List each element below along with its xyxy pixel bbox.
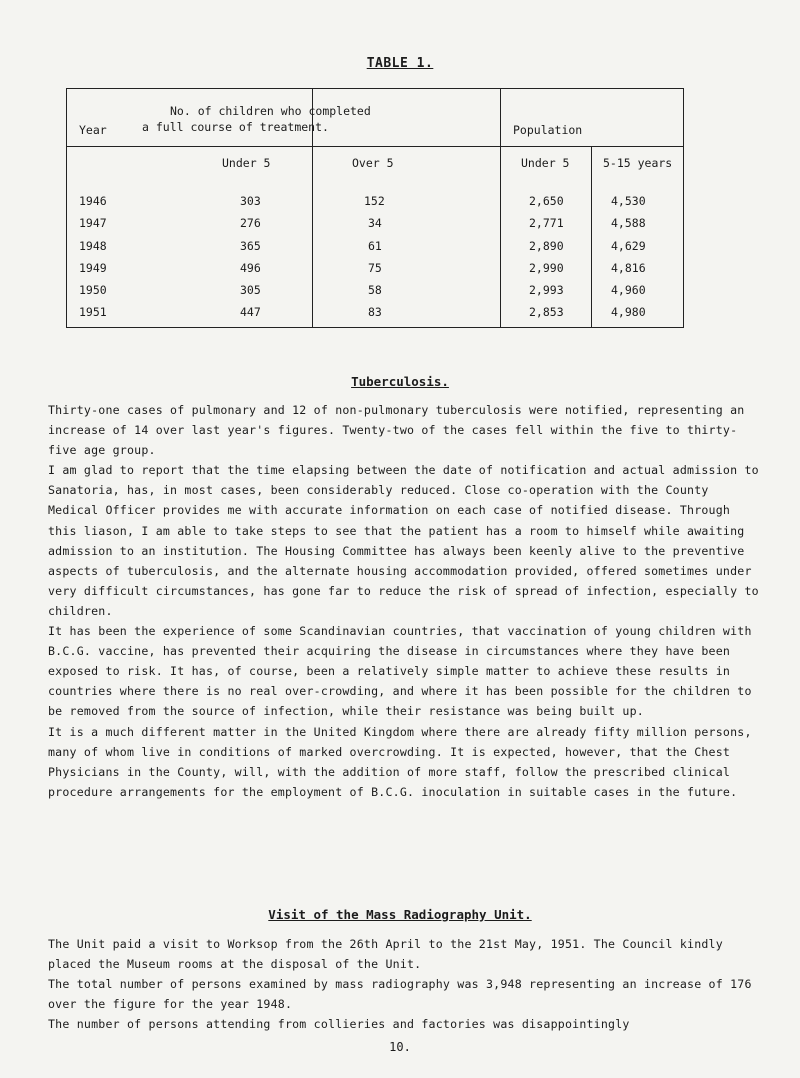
page-title: TABLE 1. — [366, 56, 434, 71]
table-row — [67, 194, 685, 216]
table-header-divider — [67, 146, 683, 147]
paragraph: It is a much different matter in the United Kingdom where there are already fifty million persons, many of whom live in conditions of marked overcrowding. It is expected, however, that the Chest Physicians in the County, will, with the addition of more staff, follow the prescribed clinical procedure arrangements for the employment of B.C.G. inoculation in suitable cases in the future. — [48, 724, 752, 799]
header-children-line1: No. of children who completed — [170, 104, 371, 118]
table-row — [67, 239, 685, 261]
cell-pop-under5: 2,993 — [529, 283, 564, 297]
paragraph: It has been the experience of some Scandinavian countries, that vaccination of young children with B.C.G. vaccine, has prevented their acquiring the disease in circumstances where they have been exposed to risk. It has, of course, been a relatively simple matter to achieve these results in countries where there is no real over-crowding, and where it has been possible for the children to be removed from the source of infection, while their resistance was being built up. — [48, 624, 752, 719]
cell-pop-5-15: 4,588 — [611, 216, 646, 230]
table-row — [67, 305, 685, 327]
cell-pop-under5: 2,990 — [529, 261, 564, 275]
cell-year: 1946 — [79, 194, 107, 208]
cell-pop-5-15: 4,980 — [611, 305, 646, 319]
cell-year: 1951 — [79, 305, 107, 319]
cell-pop-under5: 2,771 — [529, 216, 564, 230]
cell-over5: 152 — [364, 194, 385, 208]
table-row — [67, 261, 685, 283]
cell-pop-5-15: 4,960 — [611, 283, 646, 297]
subheader-over5: Over 5 — [352, 156, 394, 170]
cell-year: 1948 — [79, 239, 107, 253]
cell-under5: 496 — [240, 261, 261, 275]
cell-pop-5-15: 4,530 — [611, 194, 646, 208]
section-heading-mass-radiography: Visit of the Mass Radiography Unit. — [268, 907, 532, 922]
header-population: Population — [513, 123, 583, 137]
cell-under5: 305 — [240, 283, 261, 297]
cell-under5: 447 — [240, 305, 261, 319]
tuberculosis-text — [48, 400, 763, 802]
cell-over5: 58 — [368, 283, 382, 297]
cell-under5: 303 — [240, 194, 261, 208]
cell-over5: 75 — [368, 261, 382, 275]
cell-under5: 276 — [240, 216, 261, 230]
table-row — [67, 283, 685, 305]
cell-pop-under5: 2,650 — [529, 194, 564, 208]
cell-year: 1950 — [79, 283, 107, 297]
subheader-pop-5-15: 5-15 years — [603, 156, 673, 170]
cell-over5: 34 — [368, 216, 382, 230]
section-heading-tuberculosis: Tuberculosis. — [351, 374, 449, 389]
subheader-pop-under5: Under 5 — [521, 156, 570, 170]
cell-pop-5-15: 4,629 — [611, 239, 646, 253]
header-year: Year — [79, 123, 107, 137]
table-row — [67, 216, 685, 238]
cell-under5: 365 — [240, 239, 261, 253]
cell-over5: 61 — [368, 239, 382, 253]
paragraph: The number of persons attending from collieries and factories was disappointingly — [48, 1017, 630, 1032]
header-children-line2: a full course of treatment. — [142, 120, 329, 134]
cell-pop-5-15: 4,816 — [611, 261, 646, 275]
header-children — [142, 103, 371, 135]
cell-over5: 83 — [368, 305, 382, 319]
cell-year: 1949 — [79, 261, 107, 275]
cell-year: 1947 — [79, 216, 107, 230]
cell-pop-under5: 2,853 — [529, 305, 564, 319]
paragraph: The total number of persons examined by mass radiography was 3,948 representing an increase of 176 over the figure for the year 1948. — [48, 977, 752, 1012]
paragraph: The Unit paid a visit to Worksop from the 26th April to the 21st May, 1951. The Council kindly placed the Museum rooms at the disposal of the Unit. — [48, 937, 723, 972]
paragraph: Thirty-one cases of pulmonary and 12 of non-pulmonary tuberculosis were notified, representing an increase of 14 over last year's figures. Twenty-two of the cases fell within the five to thirty-five age group. — [48, 403, 745, 458]
page-number: 10. — [389, 1040, 411, 1054]
paragraph: I am glad to report that the time elapsing between the date of notification and actual admission to Sanatoria, has, in most cases, been considerably reduced. Close co-operation with the County Medical Officer provides me with accurate information on each case of notified disease. Through this liason, I am able to take steps to see that the patient has a room to himself while awaiting admission to an institution. The Housing Committee has always been keenly alive to the preventive aspects of tuberculosis, and the alternate housing accommodation provided, offered sometimes under very difficult circumstances, has gone far to reduce the risk of spread of infection, especially to children. — [48, 463, 759, 618]
cell-pop-under5: 2,890 — [529, 239, 564, 253]
treatment-table — [66, 88, 684, 328]
mass-radiography-text — [48, 934, 763, 1034]
subheader-under5: Under 5 — [222, 156, 271, 170]
